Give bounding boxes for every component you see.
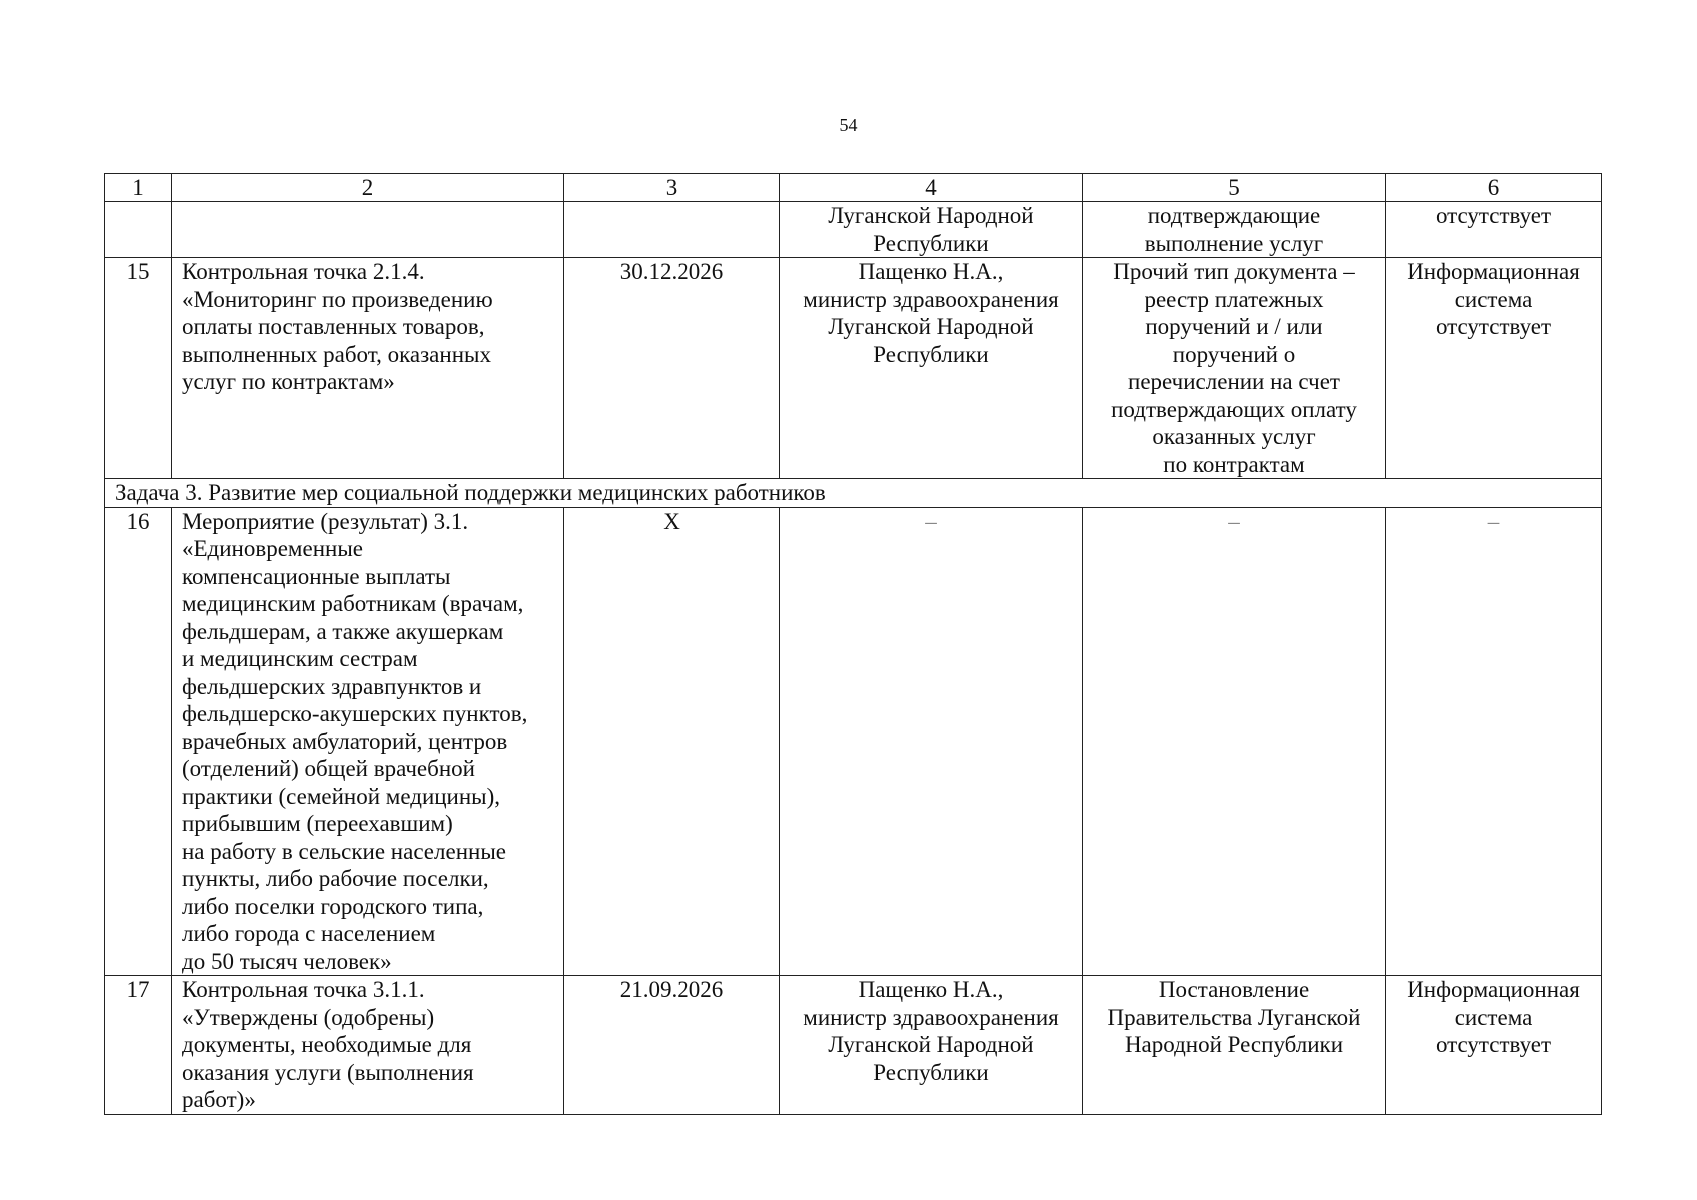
- row-number-cell: 15: [105, 258, 172, 479]
- row-number-cell: 17: [105, 976, 172, 1115]
- task-row: [105, 479, 1602, 508]
- column-header: 6: [1386, 174, 1602, 202]
- document-cell: Прочий тип документа – реестр платежных поручений и / или поручений о перечислении на счет подтверждающих оплату оказанных услуг по контрактам: [1083, 258, 1386, 479]
- column-header: 2: [172, 174, 564, 202]
- date-cell: 30.12.2026: [564, 258, 780, 479]
- row-number-cell: 16: [105, 507, 172, 976]
- document-cell: –: [1083, 507, 1386, 976]
- table-header-row: [105, 174, 1602, 202]
- name-cell: [172, 202, 564, 258]
- column-header: 1: [105, 174, 172, 202]
- responsible-cell: Луганской Народной Республики: [780, 202, 1083, 258]
- responsible-cell: Пащенко Н.А., министр здравоохранения Луганской Народной Республики: [780, 258, 1083, 479]
- column-header: 5: [1083, 174, 1386, 202]
- table-row: [105, 258, 1602, 479]
- page-number: 54: [839, 115, 858, 135]
- system-cell: –: [1386, 507, 1602, 976]
- table-row: [105, 202, 1602, 258]
- system-cell: Информационная система отсутствует: [1386, 258, 1602, 479]
- date-cell: [564, 202, 780, 258]
- name-cell: Контрольная точка 2.1.4. «Мониторинг по произведению оплаты поставленных товаров, выполненных работ, оказанных услуг по контрактам»: [172, 258, 564, 479]
- table-row: [105, 976, 1602, 1115]
- date-cell: 21.09.2026: [564, 976, 780, 1115]
- date-cell: Х: [564, 507, 780, 976]
- system-cell: Информационная система отсутствует: [1386, 976, 1602, 1115]
- name-cell: Мероприятие (результат) 3.1. «Единовременные компенсационные выплаты медицинским работникам (врачам, фельдшерам, а также акушеркам и медицинским сестрам фельдшерских здравпунктов и фельдшерско-акушерских пунктов, врачебных амбулаторий, центров (отделений) общей врачебной практики (семейной медицины), прибывшим (переехавшим) на работу в сельские населенные пункты, либо рабочие поселки, либо поселки городского типа, либо города с населением до 50 тысяч человек»: [172, 507, 564, 976]
- document-cell: подтверждающие выполнение услуг: [1083, 202, 1386, 258]
- system-cell: отсутствует: [1386, 202, 1602, 258]
- plan-table: [104, 173, 1602, 1115]
- responsible-cell: Пащенко Н.А., министр здравоохранения Луганской Народной Республики: [780, 976, 1083, 1115]
- column-header: 3: [564, 174, 780, 202]
- name-cell: Контрольная точка 3.1.1. «Утверждены (одобрены) документы, необходимые для оказания услуги (выполнения работ)»: [172, 976, 564, 1115]
- responsible-cell: –: [780, 507, 1083, 976]
- table-row: [105, 507, 1602, 976]
- column-header: 4: [780, 174, 1083, 202]
- row-number-cell: [105, 202, 172, 258]
- task-heading: Задача 3. Развитие мер социальной поддержки медицинских работников: [105, 479, 1602, 508]
- document-cell: Постановление Правительства Луганской Народной Республики: [1083, 976, 1386, 1115]
